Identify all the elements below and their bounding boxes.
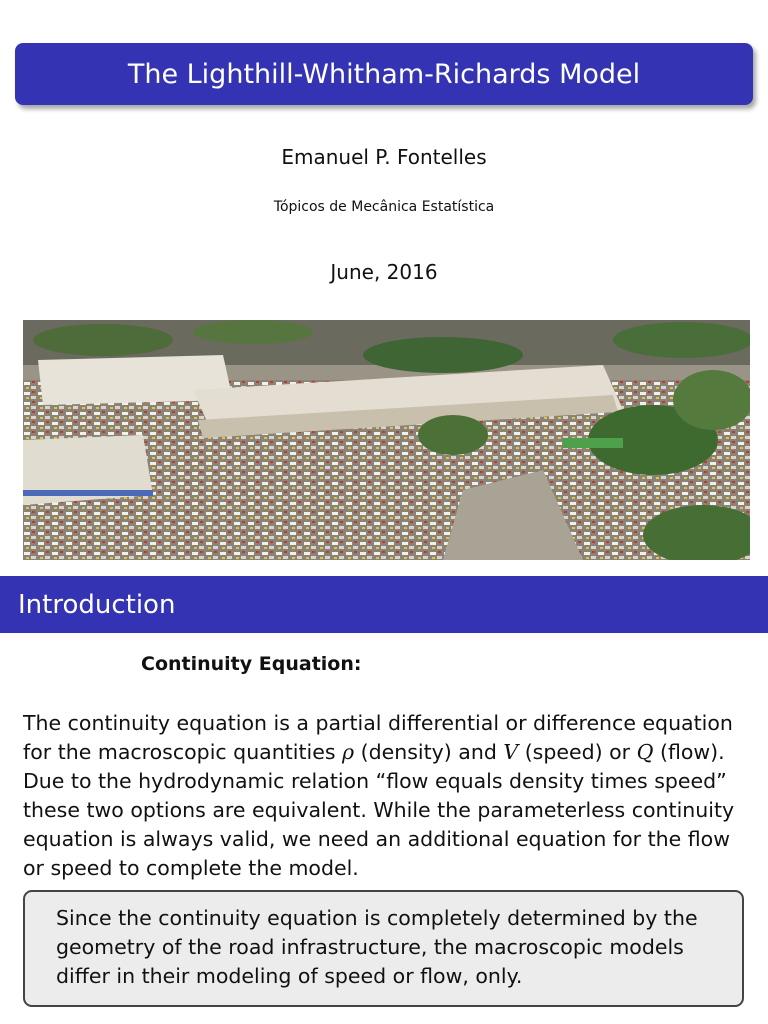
continuity-heading: Continuity Equation:	[141, 653, 362, 675]
v-symbol: V	[503, 740, 519, 764]
body-paragraph	[23, 709, 749, 883]
q-symbol: Q	[636, 740, 654, 764]
note-box	[23, 890, 744, 1007]
note-text: Since the continuity equation is completely determined by the geometry of the road infrastructure, the macroscopic models differ in their modeling of speed or flow, only.	[56, 906, 698, 988]
slide-title: The Lighthill-Whitham-Richards Model	[127, 58, 641, 90]
paragraph-part-2: (density) and	[354, 740, 504, 764]
paragraph-part-3: (speed) or	[518, 740, 637, 764]
author-name: Emanuel P. Fontelles	[281, 145, 487, 169]
paragraph-part-1: The continuity equation is a partial differential or difference equation for the macroscopic quantities	[23, 711, 733, 764]
course-name: Tópicos de Mecânica Estatística	[273, 199, 495, 215]
section-title-bar	[0, 576, 768, 633]
traffic-photo	[23, 320, 750, 560]
paragraph-part-4: (flow). Due to the hydrodynamic relation “flow equals density times speed” these two options are equivalent. While the parameterless continuity equation is always valid, we need an additional equation for the flow or speed to complete the model.	[23, 740, 735, 880]
slide-title-bar	[15, 43, 753, 105]
section-title: Introduction	[18, 589, 176, 620]
rho-symbol: ρ	[342, 740, 355, 764]
presentation-date: June, 2016	[330, 260, 438, 284]
